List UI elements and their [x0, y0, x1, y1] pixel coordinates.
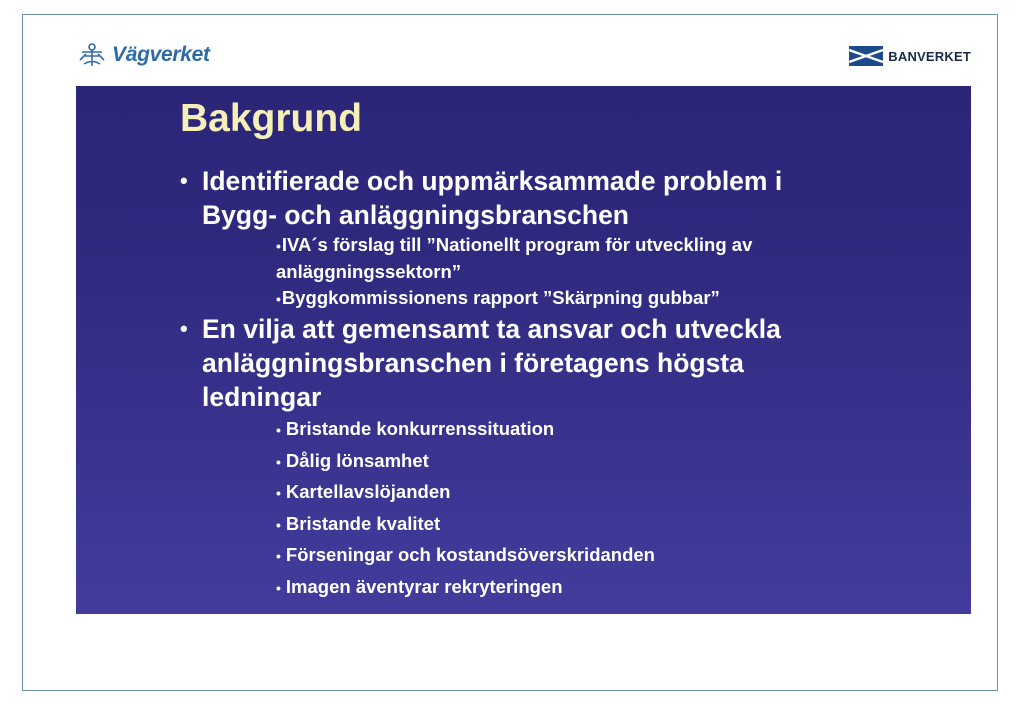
- sub-bullet: [180, 446, 940, 478]
- bullet-dot-icon: •: [276, 579, 281, 596]
- banverket-logo-text: BANVERKET: [888, 48, 971, 64]
- sub-bullet-text: Byggkommissionens rapport ”Skärpning gubbar”: [281, 287, 720, 308]
- bullet-2-line-2: anläggningsbranschen i företagens högsta: [202, 348, 744, 378]
- banverket-logo: [849, 46, 971, 66]
- bullet-2-line-1: En vilja att gemensamt ta ansvar och utveckla: [202, 314, 781, 344]
- sub-bullet-text: Imagen äventyrar rekryteringen: [285, 575, 563, 597]
- sub-bullet-text: Dålig lönsamhet: [285, 449, 429, 471]
- sub-bullet-text: Kartellavslöjanden: [285, 481, 451, 502]
- bullet-2-line-3: ledningar: [202, 382, 322, 412]
- vagverket-emblem-icon: [78, 42, 106, 68]
- bullet-dot-icon: •: [276, 548, 281, 564]
- slide-content: [180, 164, 940, 603]
- banverket-stripes-icon: [849, 46, 883, 66]
- sub-bullet-text: IVA´s förslag till ”Nationellt program för utveckling av: [281, 234, 753, 255]
- bullet-dot-icon: •: [180, 316, 188, 341]
- bullet-1-line-2: Bygg- och anläggningsbranschen: [202, 200, 629, 230]
- sub-bullet-text: Bristande konkurrenssituation: [285, 418, 555, 439]
- vagverket-logo-text: Vägverket: [112, 43, 210, 66]
- sub-bullet-continuation: [180, 259, 940, 285]
- bullet-2: [180, 312, 940, 414]
- bullet-dot-icon: •: [276, 516, 281, 533]
- bullet-dot-icon: •: [276, 238, 281, 254]
- bullet-dot-icon: •: [276, 291, 281, 307]
- sub-bullet: [180, 232, 940, 259]
- sub-bullet: [180, 572, 940, 604]
- sub-bullet-text: Förseningar och kostandsöverskridanden: [285, 544, 655, 565]
- sub-bullet: [180, 509, 940, 541]
- bullet-dot-icon: •: [180, 168, 188, 193]
- sub-bullet: [180, 540, 940, 572]
- sub-bullet-text: Bristande kvalitet: [285, 512, 441, 534]
- bullet-1: [180, 164, 940, 232]
- sub-bullet: [180, 414, 940, 446]
- sub-bullet: [180, 477, 940, 509]
- bullet-dot-icon: •: [276, 422, 281, 438]
- bullet-1-line-1: Identifierade och uppmärksammade problem i: [202, 166, 783, 196]
- vagverket-logo: [78, 42, 210, 68]
- bullet-dot-icon: •: [276, 485, 281, 501]
- slide-panel: [76, 86, 971, 614]
- slide-title: Bakgrund: [180, 97, 363, 140]
- bullet-dot-icon: •: [276, 453, 281, 470]
- sub-bullet-text: anläggningssektorn”: [276, 261, 462, 282]
- sub-bullet: [180, 285, 940, 312]
